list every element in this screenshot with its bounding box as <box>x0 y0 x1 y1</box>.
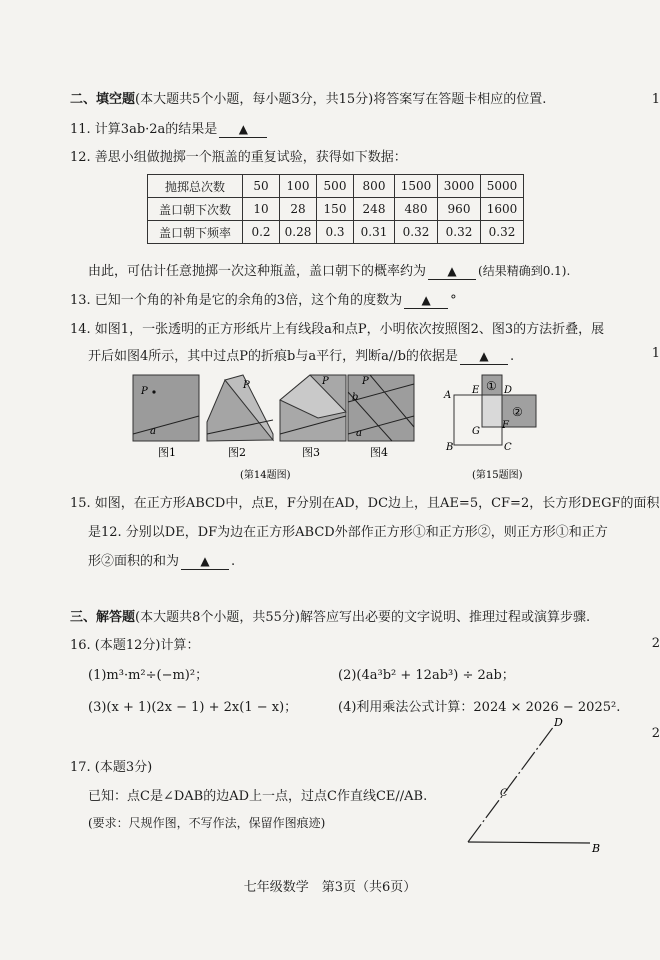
q14-line2 <box>88 345 514 365</box>
q13-pre: 13. 已知一个角的补角是它的余角的3倍，这个角的度数为 <box>70 293 403 308</box>
table-cell: 盖口朝下次数 <box>148 198 243 221</box>
q11-answer-blank <box>219 122 267 138</box>
q16-part1: (1)m³·m²÷(−m)²； <box>88 668 209 683</box>
fig2 <box>207 375 273 441</box>
q15-line3-pre: 形②面积的和为 <box>88 554 180 569</box>
fig2-p-label: P <box>243 380 250 391</box>
section2-desc: (本大题共5个小题，每小题3分，共15分)将答案写在答题卡相应的位置. <box>135 92 547 107</box>
table-cell: 150 <box>317 198 354 221</box>
q17-figure <box>450 712 610 852</box>
q14-line1: 14. 如图1，一张透明的正方形纸片上有线段a和点P，小明依次按照图2、图3的方法折叠，展 <box>70 322 605 337</box>
q13-post: ° <box>450 293 457 308</box>
section2-heading: 二、填空题 <box>70 92 136 107</box>
label-D: D <box>504 385 513 396</box>
q17-given: 已知：点C是∠DAB的边AD上一点，过点C作直线CE//AB. <box>88 789 428 804</box>
q12-after-post: (结果精确到0.1). <box>478 264 571 278</box>
q11-mark: ▲ <box>238 122 248 136</box>
margin-mark: 1 <box>651 92 660 107</box>
fig2-label: 图2 <box>228 446 246 459</box>
question-13 <box>70 289 457 309</box>
table-cell: 0.2 <box>243 221 280 244</box>
q15-caption: (第15题图) <box>472 470 523 481</box>
table-cell: 480 <box>395 198 438 221</box>
table-cell: 500 <box>317 175 354 198</box>
fig4-b-label: b <box>352 392 359 403</box>
table-cell: 0.32 <box>395 221 438 244</box>
fig4-a-label: a <box>356 428 362 439</box>
table-cell: 0.32 <box>481 221 524 244</box>
q12-text: 12. 善思小组做抛掷一个瓶盖的重复试验，获得如下数据： <box>70 150 407 165</box>
question-11 <box>70 118 269 138</box>
q17-requirement: (要求：尺规作图，不写作法，保留作图痕迹) <box>88 816 326 830</box>
fig3-label: 图3 <box>302 446 320 459</box>
q13-answer-blank <box>404 293 448 309</box>
table-cell: 0.28 <box>280 221 317 244</box>
fig1-a-label: a <box>150 426 156 437</box>
table-cell: 盖口朝下频率 <box>148 221 243 244</box>
q14-answer-blank <box>460 349 508 365</box>
q16-part3: (3)(x + 1)(2x − 1) + 2x(1 − x)； <box>88 700 298 715</box>
q15-line3-post: . <box>231 554 236 569</box>
section3-heading: 三、解答题 <box>70 610 136 625</box>
ray-ad <box>468 726 554 842</box>
q14-figures <box>130 372 420 482</box>
fig4-p-label: P <box>362 376 369 387</box>
table-row <box>148 198 524 221</box>
q15-line3 <box>88 550 235 570</box>
q16-head: 16. (本题12分)计算： <box>70 638 200 653</box>
q15-answer-blank <box>181 554 229 570</box>
table-cell: 1500 <box>395 175 438 198</box>
table-cell: 3000 <box>438 175 481 198</box>
table-row <box>148 221 524 244</box>
q12-answer-blank <box>428 264 476 280</box>
q16-part4: (4)利用乘法公式计算：2024 × 2026 − 2025². <box>338 700 621 715</box>
square2-label: ② <box>512 405 523 419</box>
table-cell: 1600 <box>481 198 524 221</box>
table-cell: 800 <box>354 175 395 198</box>
q15-figure <box>438 372 550 482</box>
margin-mark: 2 <box>651 636 660 651</box>
fig1 <box>133 375 199 441</box>
label-G: G <box>472 426 480 437</box>
label-F: F <box>502 420 509 431</box>
table-cell: 28 <box>280 198 317 221</box>
fig3 <box>280 375 346 441</box>
square1-label: ① <box>486 379 497 393</box>
fig1-label: 图1 <box>158 446 176 459</box>
margin-mark: 1 <box>651 346 660 361</box>
q17-head: 17. (本题3分) <box>70 760 153 775</box>
fig3-p-label: P <box>322 376 329 387</box>
table-cell: 0.3 <box>317 221 354 244</box>
q12-conclusion <box>88 260 570 280</box>
page-footer: 七年级数学 第3页（共6页） <box>243 880 417 895</box>
label-A: A <box>444 390 452 401</box>
fig4 <box>348 375 414 441</box>
section3-desc: (本大题共8个小题，共55分)解答应写出必要的文字说明、推理过程或演算步骤. <box>135 610 591 625</box>
q14-line2-pre: 开后如图4所示，其中过点P的折痕b与a平行，判断a//b的依据是 <box>88 349 458 364</box>
q12-after-pre: 由此，可估计任意抛掷一次这种瓶盖，盖口朝下的概率约为 <box>88 264 427 279</box>
table-cell: 100 <box>280 175 317 198</box>
label-B: B <box>592 842 601 852</box>
label-C: C <box>500 788 508 799</box>
fig1-p-label: P <box>141 386 148 397</box>
fig4-label: 图4 <box>370 446 388 459</box>
table-cell: 248 <box>354 198 395 221</box>
table-cell: 0.31 <box>354 221 395 244</box>
q14-caption: (第14题图) <box>240 470 291 481</box>
table-cell: 10 <box>243 198 280 221</box>
q14-line2-post: . <box>509 349 515 364</box>
margin-mark: 2 <box>651 726 660 741</box>
table-cell: 960 <box>438 198 481 221</box>
section2-header <box>70 88 546 107</box>
table-row <box>148 175 524 198</box>
q16-part2: (2)(4a³b² + 12ab³) ÷ 2ab； <box>338 668 515 683</box>
q11-text: 11. 计算3ab·2a的结果是 <box>70 122 218 137</box>
table-cell: 抛掷总次数 <box>148 175 243 198</box>
label-C: C <box>504 442 512 453</box>
label-D: D <box>554 716 563 729</box>
q12-data-table <box>147 174 524 244</box>
q14-mark: ▲ <box>479 349 489 363</box>
q12-mark: ▲ <box>447 264 457 278</box>
q15-line1: 15. 如图，在正方形ABCD中，点E，F分别在AD，DC边上，且AE=5，CF=2，长方形DEGF的面积 <box>70 496 660 511</box>
q15-mark: ▲ <box>200 554 210 568</box>
q15-line2: 是12. 分别以DE，DF为边在正方形ABCD外部作正方形①和正方形②，则正方形①和正方 <box>88 525 608 540</box>
section3-header <box>70 606 590 625</box>
ray-ab <box>468 842 590 843</box>
label-E: E <box>472 385 480 396</box>
table-cell: 5000 <box>481 175 524 198</box>
table-cell: 0.32 <box>438 221 481 244</box>
table-cell: 50 <box>243 175 280 198</box>
label-B: B <box>446 442 454 453</box>
q13-mark: ▲ <box>421 293 431 307</box>
